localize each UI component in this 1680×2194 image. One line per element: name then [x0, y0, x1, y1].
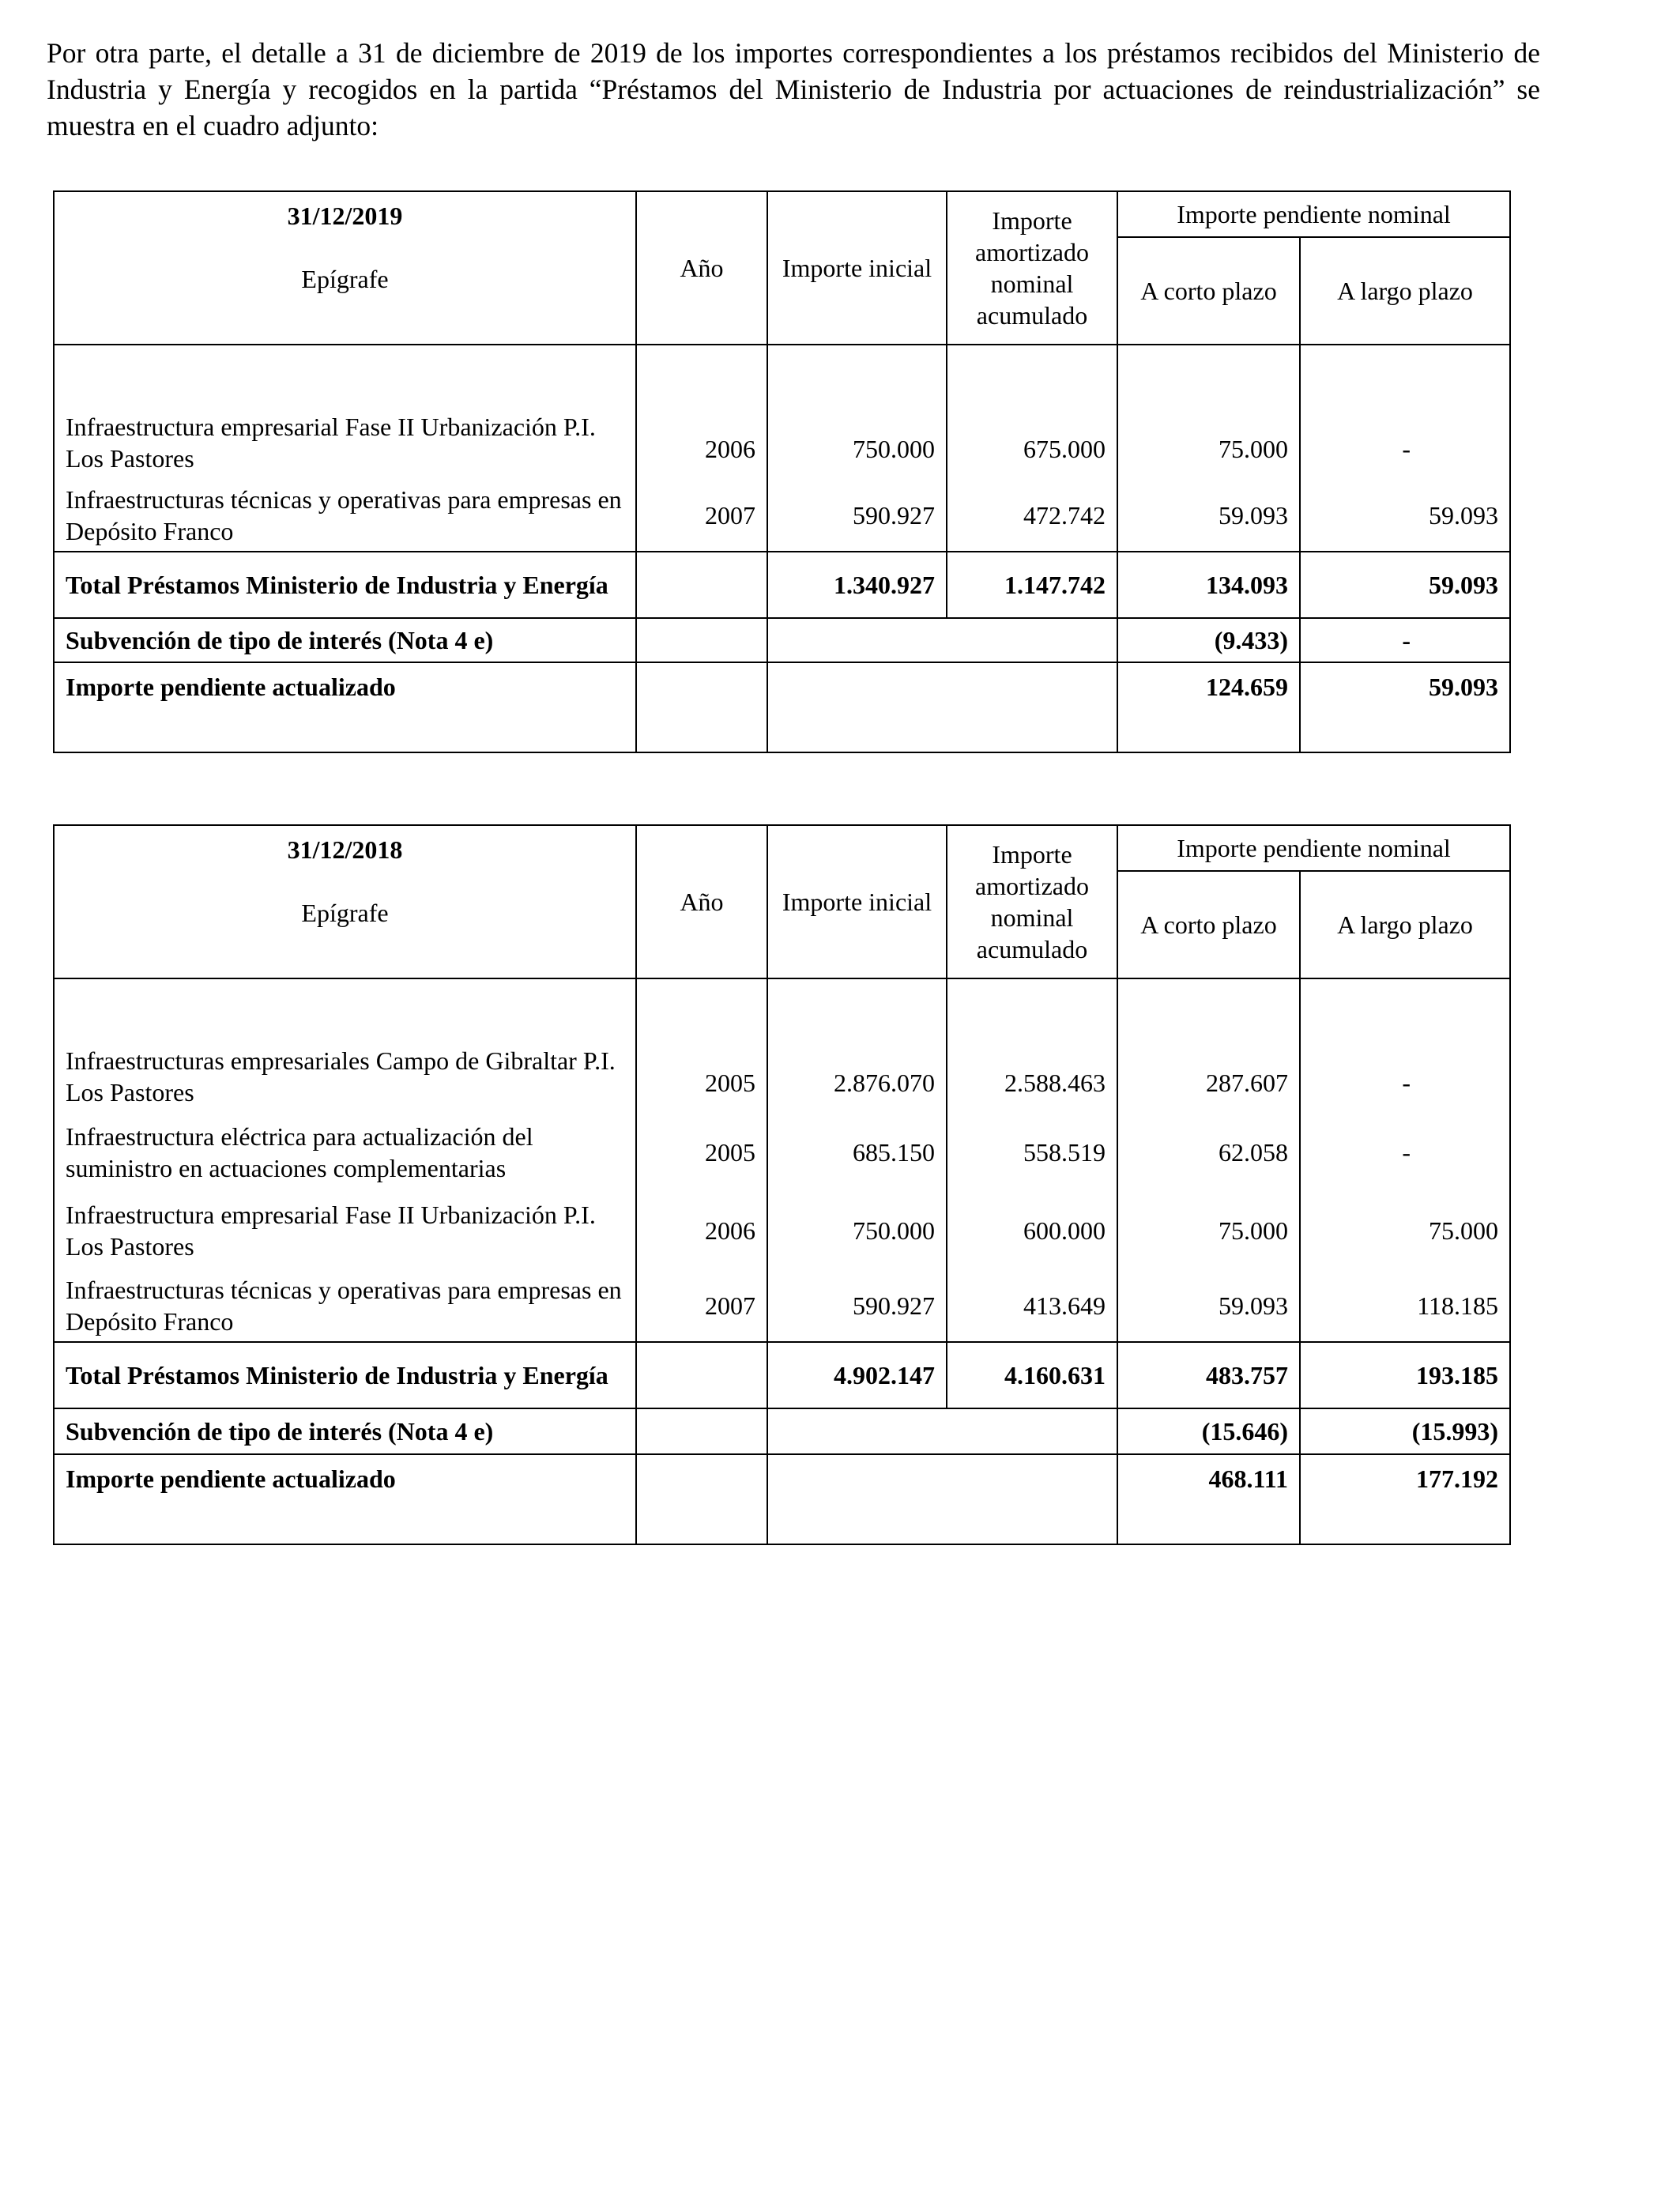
row-year: 2005 [636, 978, 767, 1113]
header-pendiente: Importe pendiente nominal [1117, 825, 1510, 871]
header-pendiente: Importe pendiente nominal [1117, 191, 1510, 237]
row-label: Infraestructuras técnicas y operativas para empresas en Depósito Franco [54, 479, 636, 552]
empty-cell [767, 1454, 1117, 1544]
row-corto: 62.058 [1117, 1113, 1300, 1191]
intro-paragraph: Por otra parte, el detalle a 31 de diciembre de 2019 de los importes correspondientes a los préstamos recibidos del Ministerio de Industria y Energía y recogidos en la partida “Préstamos del Ministerio de Industria por actuaciones de reindustrialización” se muestra en el cuadro adjunto: [47, 36, 1540, 141]
header-anio: Año [636, 825, 767, 978]
actualizado-row [54, 1454, 1510, 1544]
subvencion-row [54, 1408, 1510, 1454]
empty-cell [636, 618, 767, 662]
row-year: 2006 [636, 345, 767, 479]
row-corto: 59.093 [1117, 479, 1300, 552]
row-largo: - [1300, 978, 1510, 1113]
row-largo: - [1300, 1113, 1510, 1191]
row-inicial: 2.876.070 [767, 978, 947, 1113]
row-amortizado: 413.649 [947, 1269, 1117, 1342]
subvencion-row [54, 618, 1510, 662]
total-amortizado: 4.160.631 [947, 1342, 1117, 1408]
header-amortizado: Importe amortizado nominal acumulado [947, 191, 1117, 345]
row-year: 2005 [636, 1113, 767, 1191]
row-year: 2006 [636, 1191, 767, 1269]
subvencion-largo: - [1300, 618, 1510, 662]
actualizado-largo: 177.192 [1300, 1454, 1510, 1544]
row-amortizado: 558.519 [947, 1113, 1117, 1191]
total-largo: 59.093 [1300, 552, 1510, 618]
total-inicial: 1.340.927 [767, 552, 947, 618]
table-row [54, 1269, 1510, 1342]
table-row [54, 978, 1510, 1113]
subvencion-corto: (15.646) [1117, 1408, 1300, 1454]
table-row [54, 345, 1510, 479]
subvencion-corto: (9.433) [1117, 618, 1300, 662]
total-year [636, 1342, 767, 1408]
row-amortizado: 2.588.463 [947, 978, 1117, 1113]
table-row [54, 1113, 1510, 1191]
header-largo: A largo plazo [1300, 871, 1510, 978]
table-date: 31/12/2019 [287, 202, 403, 230]
subvencion-label: Subvención de tipo de interés (Nota 4 e) [54, 618, 636, 662]
empty-cell [767, 662, 1117, 752]
row-amortizado: 472.742 [947, 479, 1117, 552]
row-largo: 75.000 [1300, 1191, 1510, 1269]
header-epigrafe: Epígrafe [301, 265, 389, 293]
row-amortizado: 675.000 [947, 345, 1117, 479]
row-corto: 287.607 [1117, 978, 1300, 1113]
total-corto: 483.757 [1117, 1342, 1300, 1408]
header-importe-inicial: Importe inicial [767, 825, 947, 978]
row-label: Infraestructura empresarial Fase II Urbanización P.I. Los Pastores [54, 1191, 636, 1269]
total-label: Total Préstamos Ministerio de Industria y Energía [54, 552, 636, 618]
total-inicial: 4.902.147 [767, 1342, 947, 1408]
actualizado-corto: 468.111 [1117, 1454, 1300, 1544]
total-amortizado: 1.147.742 [947, 552, 1117, 618]
row-largo: - [1300, 345, 1510, 479]
row-label: Infraestructuras técnicas y operativas para empresas en Depósito Franco [54, 1269, 636, 1342]
header-epigrafe: Epígrafe [301, 899, 389, 927]
loans-table-2019 [53, 190, 1511, 753]
row-label: Infraestructuras empresariales Campo de Gibraltar P.I. Los Pastores [54, 978, 636, 1113]
subvencion-label: Subvención de tipo de interés (Nota 4 e) [54, 1408, 636, 1454]
row-label: Infraestructura eléctrica para actualización del suministro en actuaciones complementarias [54, 1113, 636, 1191]
row-year: 2007 [636, 479, 767, 552]
empty-cell [636, 1454, 767, 1544]
row-year: 2007 [636, 1269, 767, 1342]
total-row [54, 1342, 1510, 1408]
header-anio: Año [636, 191, 767, 345]
row-largo: 59.093 [1300, 479, 1510, 552]
header-epigrafe-cell [54, 191, 636, 345]
header-corto: A corto plazo [1117, 237, 1300, 345]
row-inicial: 750.000 [767, 345, 947, 479]
subvencion-largo: (15.993) [1300, 1408, 1510, 1454]
row-label: Infraestructura empresarial Fase II Urbanización P.I. Los Pastores [54, 345, 636, 479]
actualizado-row [54, 662, 1510, 752]
header-corto: A corto plazo [1117, 871, 1300, 978]
actualizado-label: Importe pendiente actualizado [54, 662, 636, 752]
total-corto: 134.093 [1117, 552, 1300, 618]
row-corto: 75.000 [1117, 345, 1300, 479]
table-row [54, 1191, 1510, 1269]
empty-cell [767, 1408, 1117, 1454]
loans-table-2018 [53, 824, 1511, 1545]
header-epigrafe-cell [54, 825, 636, 978]
header-largo: A largo plazo [1300, 237, 1510, 345]
table-row [54, 479, 1510, 552]
row-largo: 118.185 [1300, 1269, 1510, 1342]
total-year [636, 552, 767, 618]
actualizado-corto: 124.659 [1117, 662, 1300, 752]
row-inicial: 590.927 [767, 1269, 947, 1342]
row-inicial: 685.150 [767, 1113, 947, 1191]
actualizado-label: Importe pendiente actualizado [54, 1454, 636, 1544]
row-inicial: 590.927 [767, 479, 947, 552]
table-date: 31/12/2018 [287, 835, 403, 864]
header-amortizado: Importe amortizado nominal acumulado [947, 825, 1117, 978]
total-largo: 193.185 [1300, 1342, 1510, 1408]
header-importe-inicial: Importe inicial [767, 191, 947, 345]
row-amortizado: 600.000 [947, 1191, 1117, 1269]
total-row [54, 552, 1510, 618]
row-inicial: 750.000 [767, 1191, 947, 1269]
empty-cell [636, 1408, 767, 1454]
row-corto: 59.093 [1117, 1269, 1300, 1342]
empty-cell [767, 618, 1117, 662]
actualizado-largo: 59.093 [1300, 662, 1510, 752]
row-corto: 75.000 [1117, 1191, 1300, 1269]
total-label: Total Préstamos Ministerio de Industria y Energía [54, 1342, 636, 1408]
empty-cell [636, 662, 767, 752]
